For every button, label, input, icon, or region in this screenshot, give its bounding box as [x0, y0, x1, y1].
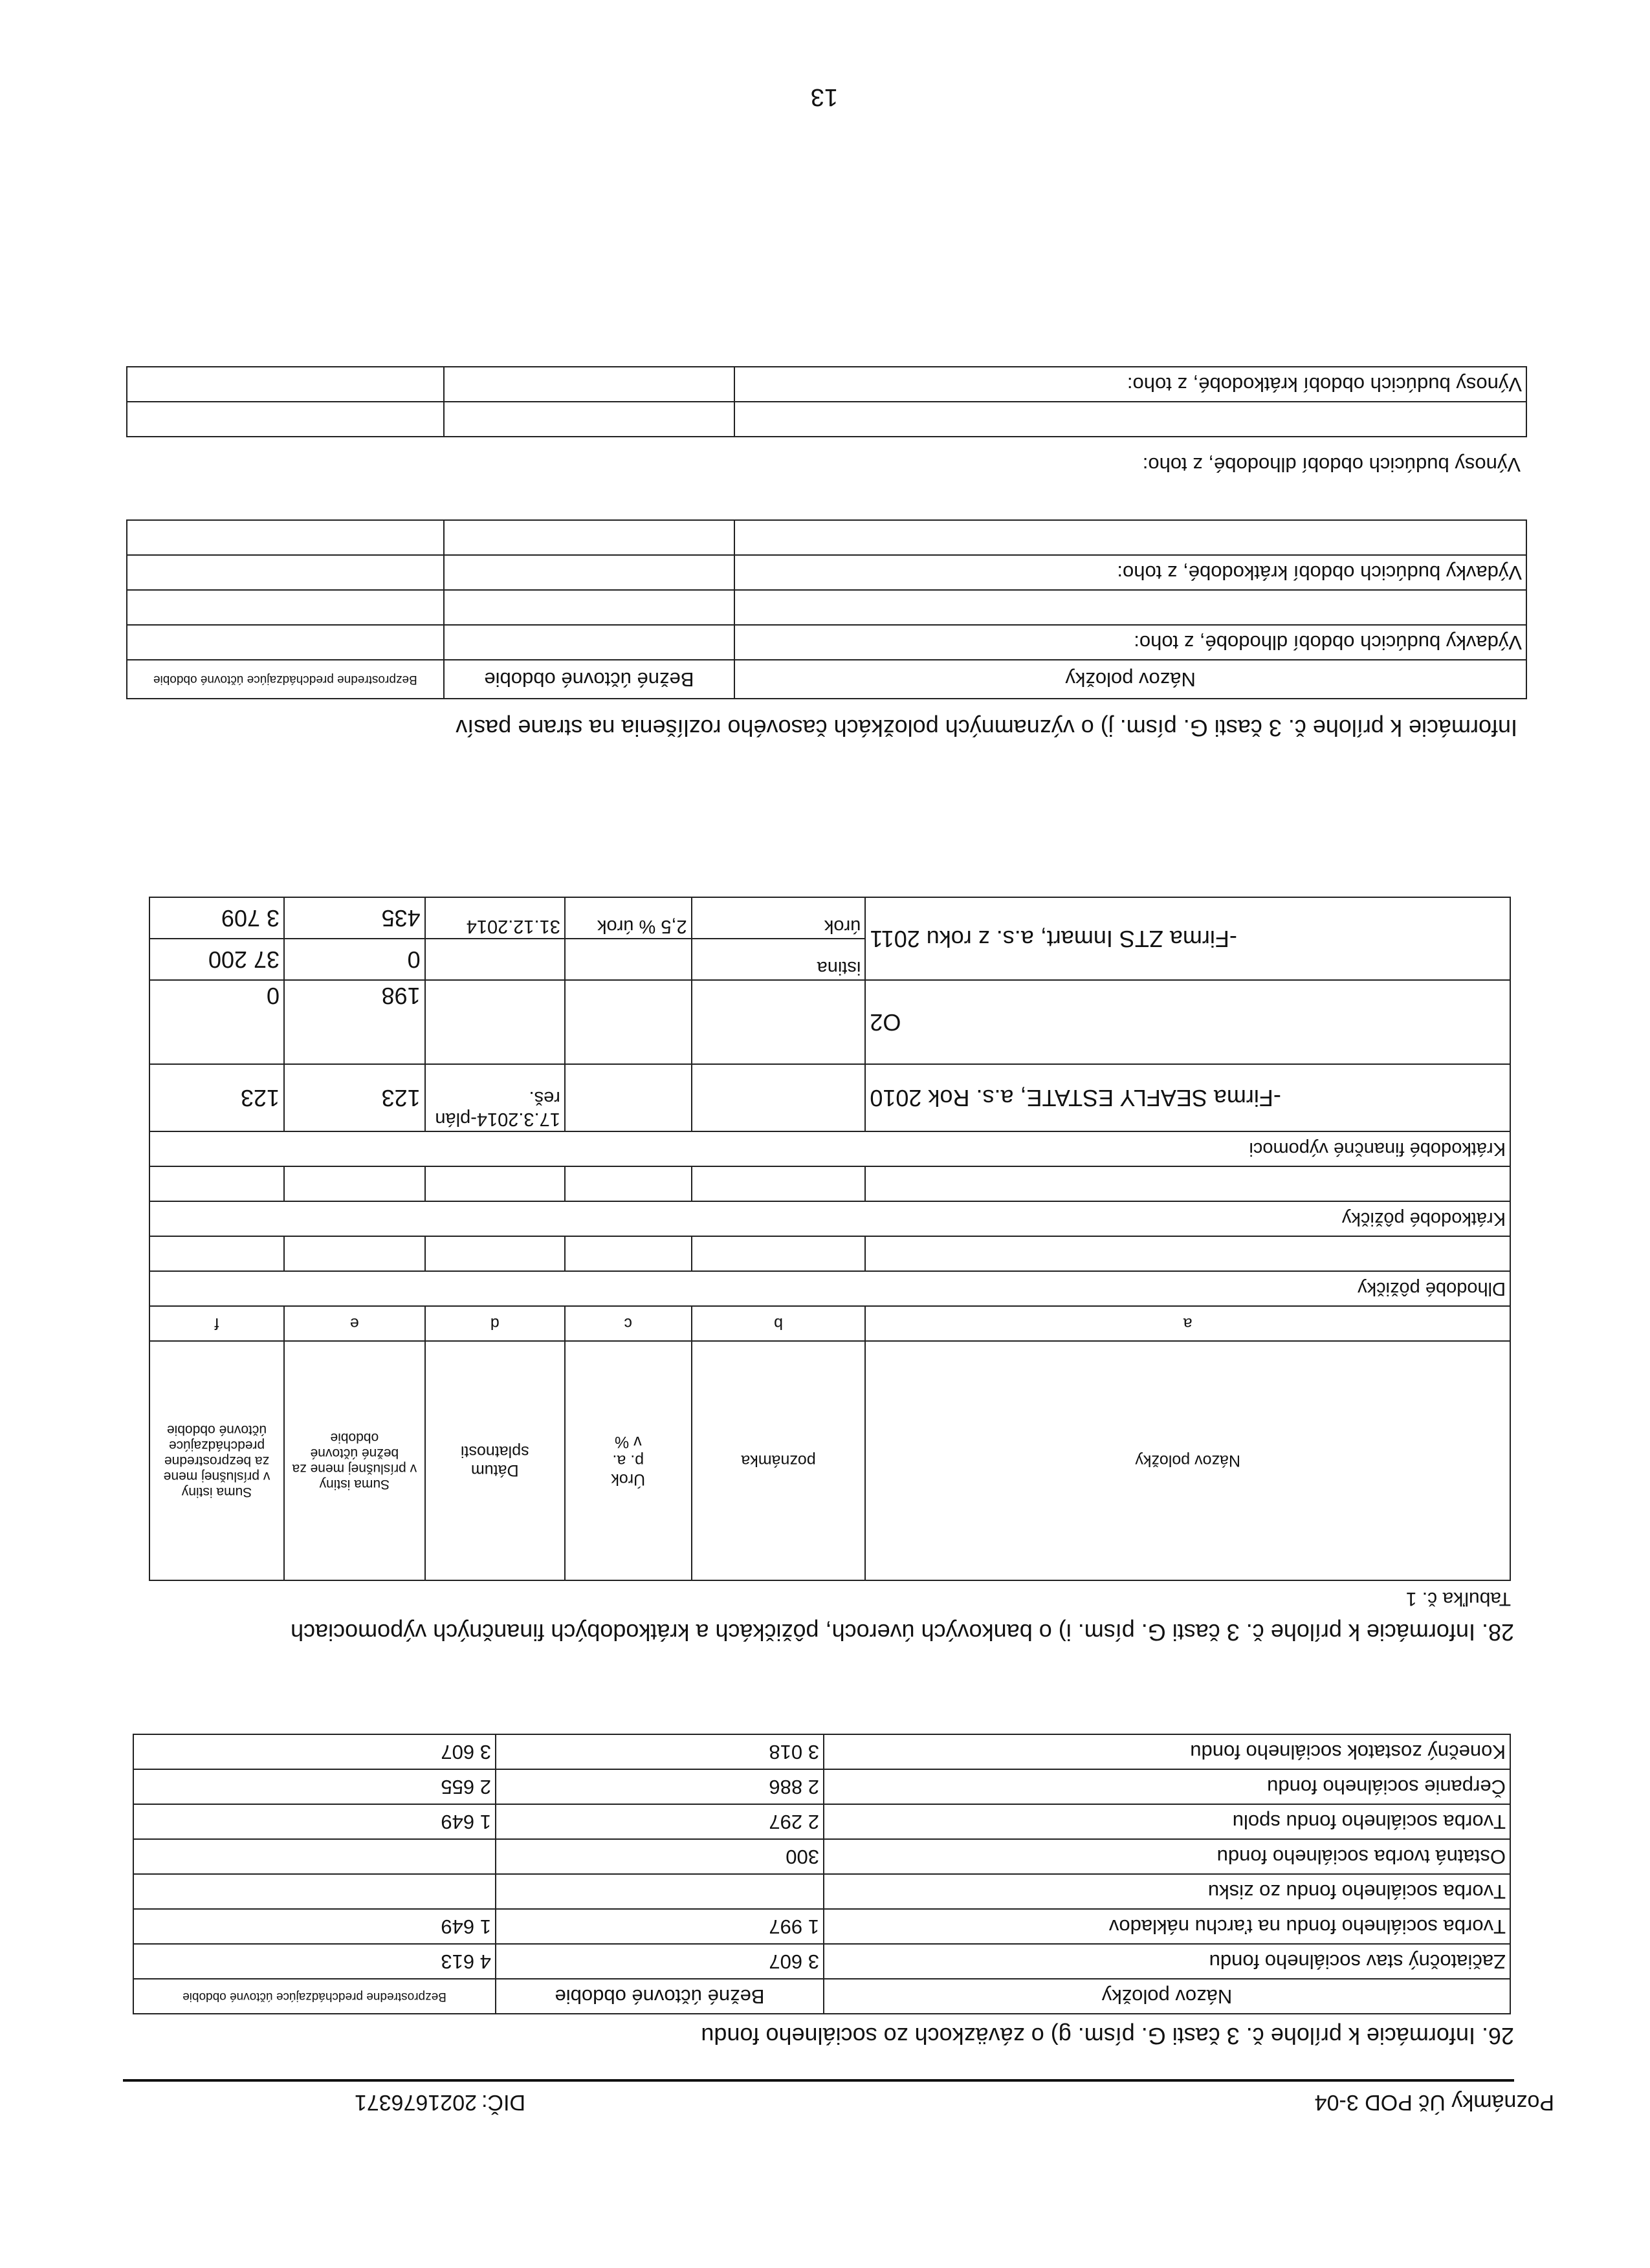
pasiva-title: Informácie k prílohe č. 3 časti G. písm. j) o významných položkách časového rozlíšenia na strane pasív	[456, 715, 1517, 741]
col-current: Bežné účtovné obdobie	[496, 1979, 824, 2014]
col-previous-line1: Suma istiny	[181, 1485, 252, 1499]
empty-cell	[127, 625, 444, 660]
row-note	[692, 1064, 866, 1131]
loans-table	[149, 897, 1511, 1581]
col-name: Názov položky	[824, 1979, 1510, 2014]
table-row	[133, 1804, 1510, 1839]
row-previous	[133, 1874, 496, 1909]
row-label: Čerpanie sociálneho fondu	[824, 1769, 1510, 1804]
table-row	[133, 1839, 1510, 1874]
row-current: 3 018	[496, 1734, 824, 1769]
col-previous: Bezprostredne predchádzajúce účtovné obdobie	[133, 1979, 496, 2014]
col-maturity	[425, 1341, 565, 1580]
row-note: úrok	[692, 897, 866, 939]
row-name: -Firma ZTS Inmart, a.s. z roku 2011	[865, 897, 1510, 980]
row-previous	[133, 1839, 496, 1874]
table-row	[133, 1769, 1510, 1804]
row-note: istina	[692, 939, 866, 980]
letter-c: c	[565, 1306, 692, 1341]
empty-cell	[127, 590, 444, 625]
row-label: Tvorba sociálneho fondu zo zisku	[824, 1874, 1510, 1909]
row-current	[496, 1874, 824, 1909]
empty-cell	[127, 367, 444, 402]
dic-value: 2021676371	[354, 2090, 477, 2115]
row-label: Výnosy budúcich období krátkodobé, z toho:	[734, 367, 1526, 402]
col-current-line4: obdobie	[330, 1430, 379, 1445]
col-rate-line3: v %	[614, 1433, 642, 1452]
table-row	[127, 555, 1526, 590]
col-current-line1: Suma istiny	[319, 1477, 390, 1492]
letter-d: d	[425, 1306, 565, 1341]
section28-title: 28. Informácie k prílohe č. 3 časti G. písm. i) o bankových úveroch, pôžičkách a krátkodobých finančných výpomociach	[291, 1619, 1514, 1646]
empty-row	[127, 402, 1526, 437]
empty-row	[149, 1166, 1510, 1201]
empty-cell	[444, 402, 735, 437]
row-current: 435	[284, 897, 425, 939]
row-note	[692, 980, 866, 1064]
row-current: 2 886	[496, 1769, 824, 1804]
group-row	[149, 1271, 1510, 1306]
table-row	[127, 367, 1526, 402]
table-row	[149, 980, 1510, 1064]
row-rate	[565, 1064, 692, 1131]
col-rate-line1: Úrok	[611, 1470, 646, 1489]
empty-cell	[425, 1236, 565, 1271]
col-maturity-line2: splatnosti	[460, 1443, 529, 1461]
table-row	[149, 1064, 1510, 1131]
row-rate	[565, 980, 692, 1064]
empty-cell	[444, 625, 735, 660]
empty-cell	[284, 1236, 425, 1271]
group-row	[149, 1201, 1510, 1236]
col-rate	[565, 1341, 692, 1580]
row-label: Tvorba sociálneho fondu spolu	[824, 1804, 1510, 1839]
table-row	[133, 1734, 1510, 1769]
row-current: 198	[284, 980, 425, 1064]
row-previous: 0	[149, 980, 284, 1064]
header-rule	[123, 2079, 1514, 2082]
row-label: Tvorba sociálneho fondu na ťarchu nákladov	[824, 1909, 1510, 1944]
form-name: Poznámky Úč POD 3-04	[1314, 2090, 1554, 2115]
letter-f: f	[149, 1306, 284, 1341]
empty-cell	[692, 1236, 866, 1271]
row-current: 0	[284, 939, 425, 980]
row-current: 1 997	[496, 1909, 824, 1944]
row-maturity: 17.3.2014-plán reš.	[425, 1064, 565, 1131]
social-fund-table	[133, 1734, 1511, 2014]
col-rate-line2: p. a.	[612, 1452, 644, 1470]
row-current: 123	[284, 1064, 425, 1131]
empty-cell	[149, 1166, 284, 1201]
table-row	[149, 939, 1510, 980]
col-name: Názov položky	[734, 660, 1526, 699]
row-label: Začiatočný stav sociálneho fondu	[824, 1944, 1510, 1979]
group-short-assistance: Krátkodobé finančné výpomoci	[149, 1131, 1510, 1166]
row-previous: 2 655	[133, 1769, 496, 1804]
col-current-line3: bežné účtovné	[310, 1446, 399, 1461]
row-label: Konečný zostatok sociálneho fondu	[824, 1734, 1510, 1769]
letters-row	[149, 1306, 1510, 1341]
income-long-label: Výnosy budúcich období dlhodobé, z toho:	[1142, 453, 1521, 476]
empty-row	[127, 590, 1526, 625]
empty-cell	[565, 1236, 692, 1271]
group-short-loans: Krátkodobé pôžičky	[149, 1201, 1510, 1236]
empty-cell	[127, 555, 444, 590]
row-previous: 123	[149, 1064, 284, 1131]
col-maturity-line1: Dátum	[470, 1461, 519, 1479]
row-current: 2 297	[496, 1804, 824, 1839]
col-previous-line4: predchádzajúce	[168, 1438, 265, 1453]
empty-cell	[444, 555, 735, 590]
row-previous: 1 649	[133, 1804, 496, 1839]
col-name: Názov položky	[865, 1341, 1510, 1580]
row-current: 3 607	[496, 1944, 824, 1979]
col-previous	[149, 1341, 284, 1580]
dic-label: DIČ:	[481, 2090, 525, 2115]
empty-row	[127, 520, 1526, 555]
row-rate: 2,5 % úrok	[565, 897, 692, 939]
table-row	[133, 1909, 1510, 1944]
empty-cell	[734, 590, 1526, 625]
row-rate	[565, 939, 692, 980]
row-label: Výdavky budúcich období dlhodobé, z toho:	[734, 625, 1526, 660]
empty-cell	[865, 1166, 1510, 1201]
row-name: O2	[865, 980, 1510, 1064]
empty-cell	[734, 402, 1526, 437]
col-previous-line3: za bezprostredne	[164, 1454, 270, 1468]
col-previous: Bezprostredne predchádzajúce účtovné obdobie	[127, 660, 444, 699]
row-maturity: 31.12.2014	[425, 897, 565, 939]
empty-cell	[444, 590, 735, 625]
empty-row	[149, 1236, 1510, 1271]
letter-a: a	[865, 1306, 1510, 1341]
row-previous: 1 649	[133, 1909, 496, 1944]
row-previous: 3 709	[149, 897, 284, 939]
empty-cell	[444, 367, 735, 402]
row-maturity	[425, 939, 565, 980]
row-previous: 3 607	[133, 1734, 496, 1769]
page-header	[98, 2089, 1554, 2115]
col-current	[284, 1341, 425, 1580]
empty-cell	[425, 1166, 565, 1201]
table-row	[127, 625, 1526, 660]
accruals-income-table	[126, 366, 1527, 437]
table-label: Tabuľka č. 1	[1405, 1588, 1511, 1609]
empty-cell	[865, 1236, 1510, 1271]
row-name: -Firma SEAFLY ESTATE, a.s. Rok 2010	[865, 1064, 1510, 1131]
empty-cell	[149, 1236, 284, 1271]
row-maturity	[425, 980, 565, 1064]
row-label: Výdavky budúcich období krátkodobé, z toho:	[734, 555, 1526, 590]
group-long-loans: Dlhodobé pôžičky	[149, 1271, 1510, 1306]
col-previous-line2: v príslušnej mene	[163, 1469, 270, 1484]
section26-title: 26. Informácie k prílohe č. 3 časti G. písm. g) o záväzkoch zo sociálneho fondu	[701, 2023, 1514, 2049]
empty-cell	[127, 402, 444, 437]
letter-e: e	[284, 1306, 425, 1341]
empty-cell	[734, 520, 1526, 555]
table-row	[133, 1944, 1510, 1979]
empty-cell	[284, 1166, 425, 1201]
col-previous-line5: účtovné obdobie	[166, 1423, 267, 1437]
empty-cell	[444, 520, 735, 555]
col-current: Bežné účtovné obdobie	[444, 660, 735, 699]
letter-b: b	[692, 1306, 866, 1341]
accruals-expenses-table	[126, 519, 1527, 699]
group-row	[149, 1131, 1510, 1166]
empty-cell	[127, 520, 444, 555]
row-current: 300	[496, 1839, 824, 1874]
row-previous: 37 200	[149, 939, 284, 980]
col-current-line2: v príslušnej mene za	[292, 1461, 417, 1476]
row-label: Ostatná tvorba sociálneho fondu	[824, 1839, 1510, 1874]
empty-cell	[692, 1166, 866, 1201]
col-note: poznámka	[692, 1341, 866, 1580]
page-number: 13	[810, 83, 838, 111]
empty-cell	[565, 1166, 692, 1201]
row-previous: 4 613	[133, 1944, 496, 1979]
table-row	[133, 1874, 1510, 1909]
